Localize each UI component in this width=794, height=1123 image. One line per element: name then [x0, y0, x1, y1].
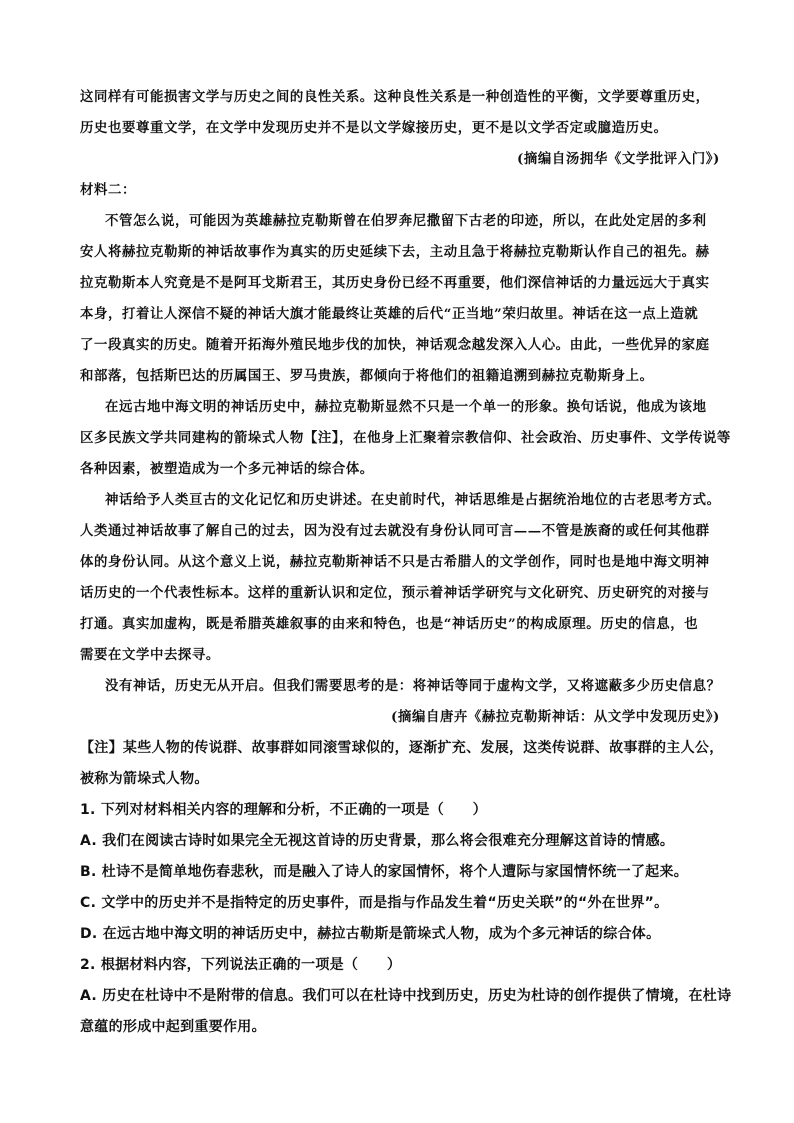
text-line: 不管怎么说，可能因为英雄赫拉克勒斯曾在伯罗奔尼撒留下古老的印迹，所以，在此处定居的多利 — [105, 213, 707, 229]
note — [80, 733, 724, 795]
paragraph — [80, 206, 720, 392]
text-line: 神话给予人类亘古的文化记忆和历史讲述。在史前时代，神话思维是占据统治地位的古老思考方式。 — [105, 492, 721, 508]
text-line: 拉克勒斯本人究竟是不是阿耳戈斯君王，其历史身份已经不再重要，他们深信神话的力量远远大于真实 — [80, 275, 710, 291]
text-line: 这同样有可能损害文学与历史之间的良性关系。这种良性关系是一种创造性的平衡，文学要尊重历史， — [80, 89, 710, 105]
text-line: 各种因素，被塑造成为一个多元神话的综合体。 — [80, 461, 374, 477]
option-a[interactable]: A. 我们在阅读古诗时如果完全无视这首诗的历史背景，那么将会很难充分理解这首诗的情感。 — [80, 833, 675, 849]
text-line: 了一段真实的历史。随着开拓海外殖民地步伐的加快，神话观念越发深入人心。由此，一些优异的家庭 — [80, 337, 710, 353]
text-line: 打通。真实加虚构，既是希腊英雄叙事的由来和特色，也是“神话历史”的构成原理。历史的信息，也 — [80, 616, 699, 632]
source-citation: (摘编自唐卉《赫拉克勒斯神话：从文学中发现历史》) — [391, 709, 720, 725]
option-line: A. 历史在杜诗中不是附带的信息。我们可以在杜诗中找到历史，历史为杜诗的创作提供了情境，在杜诗 — [80, 988, 732, 1004]
option-b[interactable]: B. 杜诗不是简单地伤春悲秋，而是融入了诗人的家国情怀，将个人遭际与家国情怀统一了起来。 — [80, 864, 689, 880]
option-a[interactable] — [80, 981, 732, 1043]
option-c[interactable]: C. 文学中的历史并不是指特定的历史事件，而是指与作品发生着“历史关联”的“外在世界”。 — [80, 895, 669, 911]
text-line: 话历史的一个代表性标本。这样的重新认识和定位，预示着神话学研究与文化研究、历史研究的对接与 — [80, 585, 710, 601]
question-1 — [80, 795, 720, 950]
text-line: 在远古地中海文明的神话历史中，赫拉克勒斯显然不只是一个单一的形象。换句话说，他成为该地 — [105, 399, 707, 415]
question-stem: 2. 根据材料内容，下列说法正确的一项是（ ） — [80, 957, 402, 973]
text-line: 需要在文学中去探寻。 — [80, 647, 220, 663]
paragraph — [80, 485, 720, 671]
text-line: 和部落，包括斯巴达的历属国王、罗马贵族，都倾向于将他们的祖籍追溯到赫拉克勒斯身上。 — [80, 368, 654, 384]
text-line: 区多民族文学共同建构的箭垛式人物【注】，在他身上汇聚着宗教信仰、社会政治、历史事件、文学传说等 — [80, 430, 731, 446]
source-citation: (摘编自汤拥华《文学批评入门》) — [516, 151, 720, 167]
question-2 — [80, 950, 732, 1043]
note-line: 【注】某些人物的传说群、故事群如同滚雪球似的，逐渐扩充、发展，这类传说群、故事群的主人公， — [80, 740, 724, 756]
material1-tail — [80, 82, 720, 175]
material2 — [80, 175, 731, 733]
exam-page — [80, 82, 732, 1043]
text-line: 本身，打着让人深信不疑的神话大旗才能最终让英雄的后代“正当地”荣归故里。神话在这一点上造就 — [80, 306, 699, 322]
paragraph — [80, 671, 720, 702]
text-line: 安人将赫拉克勒斯的神话故事作为真实的历史延续下去，主动且急于将赫拉克勒斯认作自己的祖先。赫 — [80, 244, 710, 260]
question-stem: 1. 下列对材料相关内容的理解和分析，不正确的一项是（ ） — [80, 802, 487, 818]
note-line: 被称为箭垛式人物。 — [80, 771, 209, 787]
text-line: 没有神话，历史无从开启。但我们需要思考的是：将神话等同于虚构文学，又将遮蔽多少历史信息？ — [105, 678, 721, 694]
text-line: 人类通过神话故事了解自己的过去，因为没有过去就没有身份认同可言——不管是族裔的或任何其他群 — [80, 523, 710, 539]
material-heading: 材料二： — [80, 182, 136, 198]
text-line: 历史也要尊重文学，在文学中发现历史并不是以文学嫁接历史，更不是以文学否定或臆造历史。 — [80, 120, 668, 136]
option-d[interactable]: D. 在远古地中海文明的神话历史中，赫拉古勒斯是箭垛式人物，成为个多元神话的综合体。 — [80, 926, 661, 942]
text-line: 体的身份认同。从这个意义上说，赫拉克勒斯神话不只是古希腊人的文学创作，同时也是地中海文明神 — [80, 554, 710, 570]
paragraph — [80, 392, 731, 485]
option-line: 意蕴的形成中起到重要作用。 — [80, 1019, 266, 1035]
